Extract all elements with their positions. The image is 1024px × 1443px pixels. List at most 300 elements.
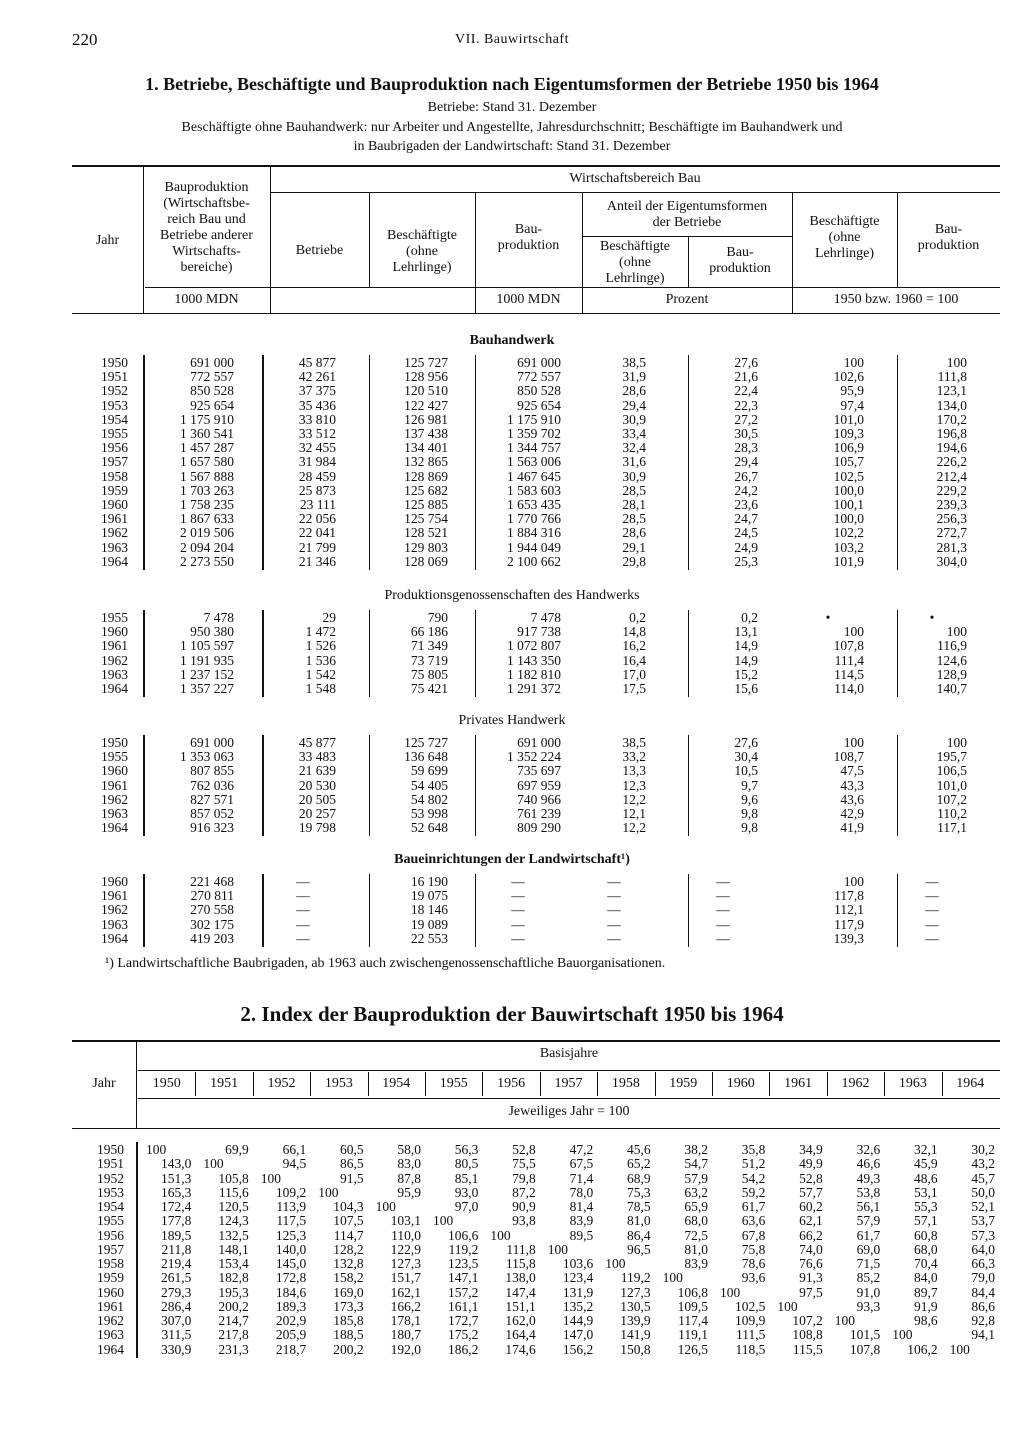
table-row [0,625,1024,639]
cell-value: 184,6 [275,1284,307,1300]
cell-value: — [511,916,525,932]
table2-title: 2. Index der Bauproduktion der Bauwirtschaft 1950 bis 1964 [240,1002,784,1026]
cell-value: 1 357 227 [180,681,234,696]
cell-value: 95,9 [397,1184,421,1200]
cell-value: 100 [843,624,864,640]
row-year: 1963 [97,1327,124,1343]
section-title: Produktionsgenossenschaften des Handwerks [384,588,640,603]
cell-value: 189,5 [161,1227,192,1243]
cell-value: 1 583 603 [507,482,561,498]
cell-value: 200,2 [333,1341,364,1357]
row-year: 1964 [101,681,128,696]
cell-value: 12,3 [622,777,646,793]
header-wirtschaftsbereich: Wirtschaftsbereich Bau [569,171,701,186]
cell-value: 147,1 [448,1270,479,1286]
cell-value: 20 257 [298,806,336,821]
cell-value: 115,6 [218,1184,249,1200]
row-year: 1960 [97,1284,124,1300]
cell-value: 166,2 [390,1298,421,1314]
cell-value: 30,4 [734,749,758,765]
cell-value: 24,2 [734,482,758,498]
cell-value: 60,5 [339,1142,364,1157]
cell-value: 97,5 [799,1284,823,1300]
cell-value: — [716,902,730,918]
cell-value: 1 548 [305,681,336,696]
cell-value: 34,9 [799,1142,823,1157]
table-row [0,750,1024,764]
cell-value: 111,8 [506,1241,536,1257]
table-row [0,441,1024,455]
cell-value: 100,0 [833,482,864,498]
cell-value: 173,3 [333,1298,364,1314]
cell-value: 81,0 [626,1213,651,1229]
base-year-header: 1953 [324,1076,353,1091]
cell-value: 119,2 [620,1270,651,1286]
table-row [0,736,1024,750]
cell-value: 38,5 [622,355,646,370]
cell-value: — [925,916,939,932]
cell-value: 100 [843,874,864,889]
cell-value: 214,7 [218,1313,249,1328]
cell-value: 1 359 702 [507,426,561,441]
cell-value: 270 558 [190,902,234,918]
table1-footnote: ¹) Landwirtschaftliche Baubrigaden, ab 1963 auch zwischengenossenschaftliche Bauorganisationen. [105,956,666,971]
cell-value: 95,9 [840,383,864,399]
cell-value: 38,5 [622,735,646,750]
cell-value: 53,7 [971,1213,995,1229]
cell-value: 22,3 [734,397,758,413]
table-row [0,526,1024,540]
cell-value: 37 375 [298,383,336,399]
cell-value: 56,3 [454,1142,479,1157]
cell-value: 104,3 [333,1199,364,1214]
cell-value: 129 803 [404,539,448,555]
cell-value: 108,8 [792,1327,823,1343]
cell-value: 22,4 [734,383,758,399]
cell-value: 1 542 [305,666,336,682]
cell-value: 86,6 [971,1298,995,1314]
cell-value: 12,2 [622,791,646,807]
cell-value: 58,0 [397,1142,421,1157]
cell-value: 1 770 766 [507,511,561,527]
cell-value: 1 526 [305,638,336,654]
cell-value: 55,3 [913,1199,938,1214]
cell-value: 105,8 [218,1170,249,1186]
cell-value: 57,9 [856,1213,881,1229]
cell-value: 128 869 [404,468,448,484]
cell-value: 217,8 [218,1327,249,1343]
cell-value: 158,2 [333,1270,364,1286]
row-year: 1961 [101,638,128,654]
cell-value: 1 182 810 [507,666,561,682]
row-year: 1954 [101,411,128,427]
base-year-header: 1958 [611,1076,640,1091]
cell-value: 7 478 [203,610,234,625]
cell-value: 125 885 [404,497,448,512]
cell-value: 71 349 [410,638,448,654]
cell-value: 180,7 [390,1327,421,1343]
cell-value: 119,1 [678,1327,708,1343]
cell-value: 172,7 [448,1313,479,1328]
cell-value: 148,1 [218,1241,249,1257]
cell-value: 29,4 [622,397,646,413]
row-year: 1954 [97,1199,124,1214]
cell-value: — [716,888,730,904]
cell-value: 170,2 [936,411,967,427]
cell-value: 85,1 [454,1170,479,1186]
table-row [0,1229,1024,1243]
cell-value: 100 [375,1199,396,1214]
cell-value: 123,1 [936,383,967,399]
table-row [0,484,1024,498]
cell-value: 79,0 [971,1270,995,1286]
cell-value: 100 [203,1156,224,1172]
table-row [0,384,1024,398]
cell-value: 52,8 [512,1142,536,1157]
table-row [0,654,1024,668]
cell-value: 21,6 [734,369,758,385]
cell-value: 279,3 [161,1284,192,1300]
table-row [0,1300,1024,1314]
cell-value: 80,5 [454,1156,479,1172]
cell-value: 29,1 [622,539,646,555]
cell-value: 13,1 [734,624,758,640]
row-year: 1955 [101,426,128,441]
cell-value: 9,8 [741,806,758,821]
row-year: 1951 [101,369,128,385]
cell-value: 100,0 [833,511,864,527]
cell-value: 23 111 [299,497,336,512]
cell-value: 79,8 [512,1170,536,1186]
cell-value: 130,5 [620,1298,651,1314]
cell-value: 302 175 [190,916,234,932]
cell-value: 52 648 [410,820,448,836]
cell-value: 28,5 [622,482,646,498]
cell-value: 809 290 [517,820,561,836]
cell-value: 697 959 [517,777,561,793]
table-row [0,1271,1024,1285]
row-year: 1955 [101,749,128,765]
cell-value: 827 571 [190,791,234,807]
row-year: 1962 [101,525,128,541]
row-year: 1950 [101,355,128,370]
cell-value: 75 805 [410,666,448,682]
cell-value: 200,2 [218,1298,249,1314]
cell-value: 106,5 [936,763,967,779]
cell-value: 270 811 [190,888,234,904]
table-row [0,427,1024,441]
cell-value: 54 405 [410,777,448,793]
cell-value: 27,6 [734,735,758,750]
cell-value: 850 528 [190,383,234,399]
header-jahr: Jahr [95,233,120,248]
cell-value: 25,3 [734,553,758,569]
table-row [0,541,1024,555]
cell-value: 63,6 [741,1213,766,1229]
cell-value: 103,2 [833,539,864,555]
cell-value: 81,4 [569,1199,594,1214]
cell-value: 75,3 [626,1184,651,1200]
cell-value: 60,2 [799,1199,823,1214]
cell-value: 69,0 [856,1241,881,1257]
cell-value: 109,9 [735,1313,766,1328]
cell-value: 59,2 [741,1184,766,1200]
cell-value: 68,0 [913,1241,938,1257]
cell-value: 1 758 235 [180,497,234,512]
cell-value: 71,5 [856,1256,881,1271]
cell-value: 112,1 [834,902,864,918]
cell-value: 189,3 [275,1298,307,1314]
cell-value: 9,7 [741,777,758,793]
cell-value: 97,4 [840,397,864,413]
cell-value: 740 966 [517,791,561,807]
cell-value: 98,6 [913,1313,938,1328]
cell-value: 63,2 [684,1184,708,1200]
cell-value: 150,8 [620,1341,651,1357]
cell-value: 90,9 [512,1199,536,1214]
cell-value: 1 143 350 [507,652,561,668]
cell-value: 60,8 [913,1227,938,1243]
table-row [0,470,1024,484]
cell-value: 38,2 [684,1142,708,1157]
base-year-header: 1959 [669,1076,698,1091]
row-year: 1963 [101,806,128,821]
cell-value: 100 [843,355,864,370]
cell-value: 86,4 [626,1227,651,1243]
section-title: Bauhandwerk [469,333,555,348]
cell-value: 231,3 [218,1341,249,1357]
table1-subtitle-3: in Baubrigaden der Landwirtschaft: Stand 31. Dezember [353,139,671,154]
cell-value: 81,0 [684,1241,708,1257]
table-row [0,498,1024,512]
base-year-header: 1952 [267,1076,296,1091]
cell-value: 100 [490,1227,511,1243]
cell-value: 42 261 [298,369,336,385]
cell-value: 46,6 [856,1156,881,1172]
cell-value: 145,0 [275,1256,307,1271]
base-year-header: 1951 [210,1076,239,1091]
cell-value: 109,5 [677,1298,708,1314]
cell-value: 114,7 [333,1227,364,1243]
row-year: 1958 [97,1256,124,1271]
cell-value: 47,2 [569,1142,594,1157]
table-row [0,1214,1024,1228]
cell-value: 28,3 [734,440,758,456]
cell-value: 57,9 [684,1170,708,1186]
cell-value: 107,8 [849,1341,881,1357]
t2-header-jeweiliges: Jeweiliges Jahr = 100 [508,1104,630,1119]
cell-value: 1 944 049 [507,539,561,555]
row-year: 1950 [97,1142,124,1157]
cell-value: — [925,888,939,904]
cell-value: 140,7 [936,681,967,696]
cell-value: 126 981 [404,411,448,427]
cell-value: 54,2 [741,1170,766,1186]
unit-mdn-2: 1000 MDN [496,292,561,307]
cell-value: 16 190 [410,874,448,889]
cell-value: 153,4 [218,1256,249,1271]
row-year: 1957 [97,1241,124,1257]
cell-value: 53 998 [410,806,448,821]
cell-value: 134,0 [936,397,967,413]
cell-value: 100 [777,1298,798,1314]
table-row [0,512,1024,526]
table-row [0,1286,1024,1300]
cell-value: 22 056 [298,511,336,527]
cell-value: 12,2 [622,820,646,836]
header-anteil: Anteil der Eigentumsformen der Betriebe [606,199,768,230]
cell-value: 102,2 [833,525,864,541]
cell-value: 110,0 [391,1227,421,1243]
header-anteil-beschaeftigte: Beschäftigte (ohne Lehrlinge) [600,239,670,286]
cell-value: 126,5 [677,1341,708,1357]
cell-value: 100 [834,1313,856,1328]
cell-value: 118,5 [735,1341,766,1357]
row-year: 1960 [101,874,128,889]
cell-value: 135,2 [562,1298,594,1314]
row-year: 1952 [97,1170,124,1186]
cell-value: 212,4 [936,468,967,484]
cell-value: 100 [946,355,967,370]
cell-value: 2 094 204 [180,539,234,555]
cell-value: 22 041 [298,525,336,541]
cell-value: 105,7 [833,454,864,470]
cell-value: 100,1 [833,497,864,512]
table-row [0,779,1024,793]
cell-value: • [929,610,935,625]
cell-value: — [296,916,310,932]
cell-value: 52,8 [799,1170,823,1186]
cell-value: 27,6 [734,355,758,370]
header-betriebe: Betriebe [295,243,344,258]
cell-value: 175,2 [448,1327,479,1343]
cell-value: 735 697 [517,763,561,779]
cell-value: 53,8 [856,1184,881,1200]
cell-value: 10,5 [734,763,758,779]
cell-value: — [607,916,621,932]
cell-value: 65,9 [684,1199,708,1214]
cell-value: — [511,888,525,904]
cell-value: 108,7 [833,749,864,765]
table-row [0,356,1024,370]
cell-value: 45,7 [971,1170,995,1186]
cell-value: 48,6 [913,1170,938,1186]
cell-value: 950 380 [190,624,234,640]
header-index-beschaeftigte: Beschäftigte (ohne Lehrlinge) [809,214,880,261]
cell-value: 67,5 [569,1156,594,1172]
cell-value: 66,1 [282,1142,307,1157]
cell-value: 1 191 935 [180,652,234,668]
cell-value: 100 [433,1213,454,1229]
cell-value: 31 984 [298,454,336,470]
cell-value: 115,5 [792,1341,823,1357]
row-year: 1961 [101,511,128,527]
cell-value: 100 [946,735,967,750]
cell-value: 110,2 [937,806,967,821]
cell-value: 128 521 [404,525,448,541]
cell-value: 73 719 [410,652,448,668]
cell-value: 790 [427,610,448,625]
cell-value: 1 105 597 [180,638,234,654]
cell-value: 1 563 006 [507,454,561,470]
cell-value: 218,7 [275,1341,307,1357]
cell-value: 33 483 [298,749,336,765]
cell-value: 14,9 [734,652,758,668]
table-row [0,1343,1024,1357]
cell-value: 43,2 [971,1156,995,1172]
cell-value: — [925,874,939,889]
base-year-header: 1964 [956,1076,985,1091]
cell-value: 94,1 [971,1327,995,1343]
cell-value: 69,9 [225,1142,249,1157]
cell-value: 188,5 [333,1327,364,1343]
row-year: 1961 [97,1298,124,1314]
unit-prozent: Prozent [665,292,709,307]
cell-value: 57,7 [799,1184,823,1200]
cell-value: 772 557 [190,369,234,385]
cell-value: 50,0 [971,1184,995,1200]
cell-value: 25 873 [298,482,336,498]
cell-value: 111,5 [736,1327,766,1343]
cell-value: 1 867 633 [180,511,234,527]
cell-value: 127,3 [390,1256,421,1271]
row-year: 1960 [101,624,128,640]
cell-value: 137 438 [404,426,448,441]
cell-value: 419 203 [190,930,234,946]
table-row [0,668,1024,682]
base-year-header: 1962 [841,1076,870,1091]
cell-value: 89,5 [569,1227,594,1243]
cell-value: 32,4 [622,440,646,456]
cell-value: 30,9 [622,411,646,427]
cell-value: 35 436 [298,397,336,413]
cell-value: 84,4 [971,1284,995,1300]
cell-value: 125 682 [404,482,448,498]
table-row [0,1243,1024,1257]
cell-value: 0,2 [629,610,646,625]
row-year: 1962 [101,791,128,807]
cell-value: 138,0 [505,1270,536,1286]
cell-value: 182,8 [218,1270,249,1286]
row-year: 1963 [101,539,128,555]
cell-value: 1 457 287 [180,440,234,456]
table-row [0,1172,1024,1186]
cell-value: 147,4 [505,1284,536,1300]
cell-value: 100 [605,1256,626,1271]
cell-value: 195,3 [218,1284,249,1300]
cell-value: 7 478 [530,610,561,625]
cell-value: 102,5 [735,1298,766,1314]
cell-value: 116,9 [937,638,967,654]
cell-value: 59 699 [410,763,448,779]
cell-value: 43,6 [840,791,864,807]
cell-value: 31,6 [622,454,646,470]
cell-value: 807 855 [190,763,234,779]
cell-value: 72,5 [684,1227,708,1243]
cell-value: 219,4 [161,1256,192,1271]
cell-value: 124,3 [218,1213,249,1229]
cell-value: 131,9 [562,1284,594,1300]
cell-value: 32,6 [856,1142,881,1157]
cell-value: 92,8 [971,1313,995,1328]
cell-value: 1 884 316 [507,525,561,541]
cell-value: 33,2 [622,749,646,765]
row-year: 1962 [101,652,128,668]
cell-value: 97,0 [454,1199,479,1214]
row-year: 1961 [101,888,128,904]
cell-value: 128 956 [404,369,448,385]
cell-value: 185,8 [333,1313,364,1328]
